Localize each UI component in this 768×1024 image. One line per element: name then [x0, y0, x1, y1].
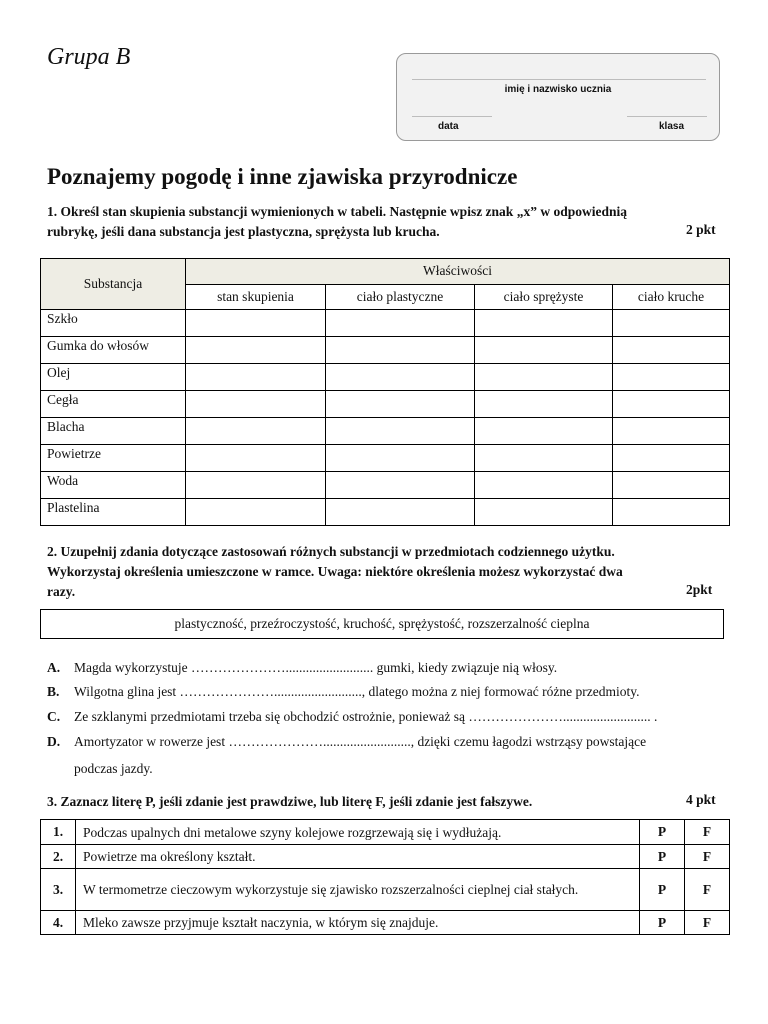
sentence-d-continuation: podczas jazdy.	[74, 761, 153, 776]
table-row	[41, 445, 730, 472]
true-false-table	[40, 819, 730, 935]
substance-name: Szkło	[41, 310, 186, 337]
student-info-box	[396, 53, 720, 141]
sentence-c	[47, 709, 657, 725]
answer-cell[interactable]	[326, 472, 475, 499]
sentence-a	[47, 660, 557, 676]
statement-text: Podczas upalnych dni metalowe szyny kolejowe rozgrzewają się i wydłużają.	[76, 820, 640, 845]
table-row	[41, 472, 730, 499]
answer-cell[interactable]	[186, 445, 326, 472]
task1-instruction-line1: 1. Określ stan skupienia substancji wymienionych w tabeli. Następnie wpisz znak „x” w odpowiednią	[47, 204, 627, 219]
answer-cell[interactable]	[326, 364, 475, 391]
answer-cell[interactable]	[613, 418, 730, 445]
group-title: Grupa B	[47, 44, 131, 70]
sentence-text: Ze szklanymi przedmiotami trzeba się obchodzić ostrożnie, ponieważ są ………………….......................... .	[74, 709, 658, 724]
sentence-d	[47, 734, 646, 750]
answer-cell[interactable]	[326, 337, 475, 364]
table-row	[41, 337, 730, 364]
answer-cell[interactable]	[186, 418, 326, 445]
student-name-label: imię i nazwisko ucznia	[504, 84, 612, 95]
true-option[interactable]: P	[640, 869, 685, 911]
false-option[interactable]: F	[685, 845, 730, 869]
substance-name: Plastelina	[41, 499, 186, 526]
task1-instruction-line2: rubrykę, jeśli dana substancja jest plastyczna, sprężysta lub krucha.	[47, 224, 440, 239]
false-option[interactable]: F	[685, 911, 730, 935]
date-label: data	[438, 121, 459, 132]
task2-instruction-line2: Wykorzystaj określenia umieszczone w ramce. Uwaga: niektóre określenia możesz wykorzystać dwa	[47, 564, 623, 579]
statement-number: 2.	[41, 845, 76, 869]
terms-box: plastyczność, przeźroczystość, kruchość, sprężystość, rozszerzalność cieplna	[40, 609, 724, 639]
properties-column-header: Właściwości	[186, 259, 730, 285]
sentence-b	[47, 684, 639, 700]
sentence-letter: C.	[47, 709, 61, 724]
substance-name: Olej	[41, 364, 186, 391]
answer-cell[interactable]	[326, 445, 475, 472]
task3-points: 4 pkt	[686, 792, 716, 807]
statement-number: 4.	[41, 911, 76, 935]
page-title: Poznajemy pogodę i inne zjawiska przyrodnicze	[47, 164, 518, 189]
table-row	[41, 820, 730, 845]
name-line	[412, 79, 706, 80]
table-row	[41, 499, 730, 526]
answer-cell[interactable]	[613, 472, 730, 499]
answer-cell[interactable]	[186, 337, 326, 364]
answer-cell[interactable]	[613, 445, 730, 472]
sentence-letter: A.	[47, 660, 61, 675]
sentence-letter: B.	[47, 684, 60, 699]
answer-cell[interactable]	[613, 499, 730, 526]
substance-name: Gumka do włosów	[41, 337, 186, 364]
statement-number: 3.	[41, 869, 76, 911]
answer-cell[interactable]	[475, 364, 613, 391]
task3-instruction: 3. Zaznacz literę P, jeśli zdanie jest prawdziwe, lub literę F, jeśli zdanie jest fałszywe.	[47, 794, 533, 809]
table-row	[41, 391, 730, 418]
answer-cell[interactable]	[475, 499, 613, 526]
answer-cell[interactable]	[613, 364, 730, 391]
substance-name: Woda	[41, 472, 186, 499]
answer-cell[interactable]	[475, 337, 613, 364]
true-option[interactable]: P	[640, 820, 685, 845]
class-line	[627, 116, 707, 117]
statement-text: W termometrze cieczowym wykorzystuje się zjawisko rozszerzalności cieplnej ciał stałych.	[76, 869, 640, 911]
answer-cell[interactable]	[186, 310, 326, 337]
answer-cell[interactable]	[475, 418, 613, 445]
plastic-column-header: ciało plastyczne	[326, 284, 475, 310]
task1-points: 2 pkt	[686, 222, 716, 237]
statement-number: 1.	[41, 820, 76, 845]
substance-name: Cegła	[41, 391, 186, 418]
table-row	[41, 869, 730, 911]
answer-cell[interactable]	[186, 364, 326, 391]
table-row	[41, 364, 730, 391]
task2-instruction-line3: razy.	[47, 584, 76, 599]
sentence-text: Amortyzator w rowerze jest ………………….........................., dzięki czemu łagodzi wstrząsy powstające	[74, 734, 647, 749]
answer-cell[interactable]	[326, 418, 475, 445]
date-line	[412, 116, 492, 117]
false-option[interactable]: F	[685, 820, 730, 845]
substance-name: Powietrze	[41, 445, 186, 472]
answer-cell[interactable]	[186, 499, 326, 526]
false-option[interactable]: F	[685, 869, 730, 911]
table-row	[41, 845, 730, 869]
sentence-text: Magda wykorzystuje ………………….......................... gumki, kiedy związuje nią włosy.	[74, 660, 558, 675]
table-row	[41, 911, 730, 935]
true-option[interactable]: P	[640, 911, 685, 935]
answer-cell[interactable]	[613, 310, 730, 337]
task2-instruction-line1: 2. Uzupełnij zdania dotyczące zastosowań różnych substancji w przedmiotach codziennego użytku.	[47, 544, 615, 559]
answer-cell[interactable]	[613, 337, 730, 364]
statement-text: Powietrze ma określony kształt.	[76, 845, 640, 869]
true-option[interactable]: P	[640, 845, 685, 869]
answer-cell[interactable]	[475, 391, 613, 418]
statement-text: Mleko zawsze przyjmuje kształt naczynia, w którym się znajduje.	[76, 911, 640, 935]
answer-cell[interactable]	[326, 310, 475, 337]
sentence-text: Wilgotna glina jest ………………….........................., dlatego można z niej formować różne przedmioty.	[74, 684, 640, 699]
answer-cell[interactable]	[326, 499, 475, 526]
answer-cell[interactable]	[475, 310, 613, 337]
answer-cell[interactable]	[326, 391, 475, 418]
answer-cell[interactable]	[475, 445, 613, 472]
brittle-column-header: ciało kruche	[613, 284, 730, 310]
answer-cell[interactable]	[613, 391, 730, 418]
answer-cell[interactable]	[475, 472, 613, 499]
table-row	[41, 418, 730, 445]
substance-column-header: Substancja	[41, 259, 186, 310]
substance-properties-table	[40, 258, 730, 526]
substance-name: Blacha	[41, 418, 186, 445]
task2-points: 2pkt	[686, 582, 713, 597]
answer-cell[interactable]	[186, 391, 326, 418]
state-column-header: stan skupienia	[186, 284, 326, 310]
sentence-letter: D.	[47, 734, 61, 749]
elastic-column-header: ciało sprężyste	[475, 284, 613, 310]
class-label: klasa	[659, 121, 685, 132]
answer-cell[interactable]	[186, 472, 326, 499]
table-row	[41, 310, 730, 337]
